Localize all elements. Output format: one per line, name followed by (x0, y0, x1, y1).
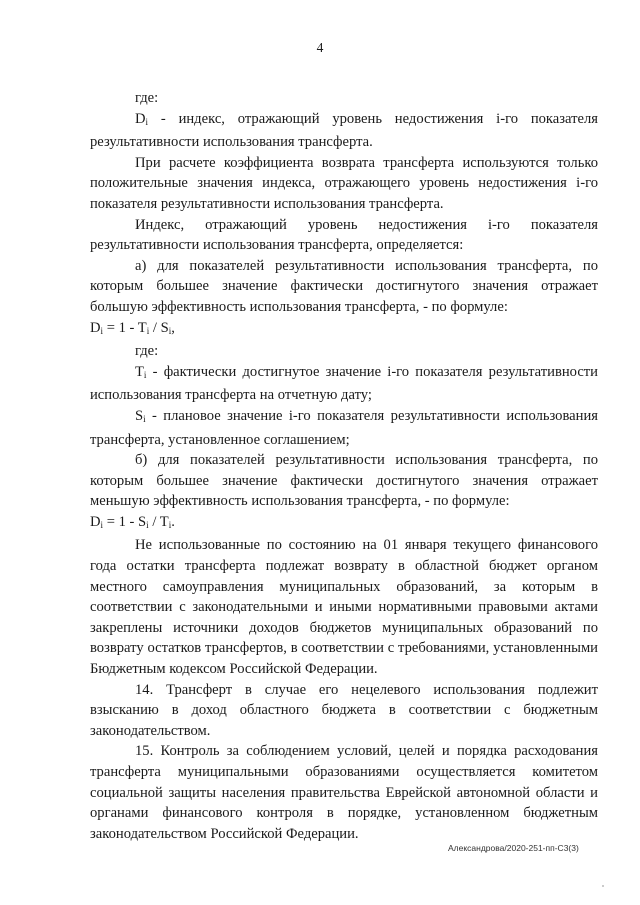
var-s-sub: i (143, 413, 146, 424)
paragraph-positive-values: При расчете коэффициента возврата трансферта используются только положительные значения индекса, отражающего уровень недостижения i-го показателя результативности использования трансферта. (90, 154, 598, 212)
scan-speck (602, 885, 604, 887)
formula-b-div-sub: i (168, 519, 172, 530)
formula-b-div: / T (148, 513, 169, 530)
paragraph-index-defined: Индекс, отражающий уровень недостижения i-го показателя результативности использования трансферта, определяется: (90, 216, 598, 254)
document-body (90, 88, 598, 844)
formula-b (90, 512, 598, 536)
paragraph-where-1: где: (135, 90, 159, 106)
paragraph-case-b: б) для показателей результативности использования трансферта, по которым большее значение фактически достигнутого значения отражает меньшую эффективность использования трансферта, - по формуле: (90, 452, 598, 510)
formula-b-end: . (171, 513, 175, 530)
paragraph-di-definition (90, 109, 598, 153)
footer-document-id: Александрова/2020-251-пп-С3(3) (448, 843, 579, 853)
formula-a-lhs: D (90, 319, 101, 336)
paragraph-item-14: 14. Трансферт в случае его нецелевого использования подлежит взысканию в доход областного бюджета в соответствии с бюджетным законодательством. (90, 681, 598, 739)
paragraph-unused-balances: Не использованные по состоянию на 01 января текущего финансового года остатки трансферта подлежат возврату в областной бюджет органом местного самоуправления муниципальных образований, за которым в соответствии с законодательными и иными нормативными правовыми актами закреплены источники доходов бюджетов муниципальных образований по возврату остатков трансфертов, в соответствии с требованиями, установленными Бюджетным кодексом Российской Федерации. (90, 537, 598, 678)
paragraph-si-definition (90, 406, 598, 450)
paragraph-where-2: где: (135, 343, 159, 360)
var-d: D (135, 110, 146, 127)
formula-a-mid: = 1 - T (103, 319, 147, 336)
var-t-sub: i (143, 369, 147, 380)
si-text: - плановое значение i-го показателя результативности использования трансферта, установленное соглашением; (90, 407, 598, 448)
var-s: S (135, 407, 144, 424)
formula-a (90, 318, 598, 342)
var-d-sub: i (145, 116, 149, 127)
ti-text: - фактически достигнутое значение i-го показателя результативности использования трансферта на отчетную дату; (90, 363, 598, 404)
formula-a-div: / S (149, 319, 169, 336)
var-t: T (135, 363, 144, 380)
paragraph-item-15: 15. Контроль за соблюдением условий, целей и порядка расходования трансферта муниципальными образованиями осуществляется комитетом социальной защиты населения правительства Еврейской автономной области и органами финансового контроля в порядке, установленном бюджетным законодательством Российской Федерации. (90, 743, 598, 842)
formula-a-end: , (171, 319, 175, 336)
formula-a-div-sub: i (168, 325, 172, 336)
formula-b-mid: = 1 - S (103, 513, 147, 530)
paragraph-ti-definition (90, 362, 598, 406)
formula-b-lhs: D (90, 513, 101, 530)
formula-b-lhs-sub: i (100, 519, 104, 530)
formula-a-lhs-sub: i (100, 325, 104, 336)
di-text: - индекс, отражающий уровень недостижения i-го показателя результативности использования трансферта. (90, 110, 598, 151)
page-number: 4 (316, 40, 324, 55)
formula-a-mid-sub: i (146, 325, 150, 336)
paragraph-case-a: а) для показателей результативности использования трансферта, по которым большее значение фактически достигнутого значения отражает большую эффективность использования трансферта, - по формуле: (90, 257, 598, 315)
formula-b-mid-sub: i (146, 519, 149, 530)
